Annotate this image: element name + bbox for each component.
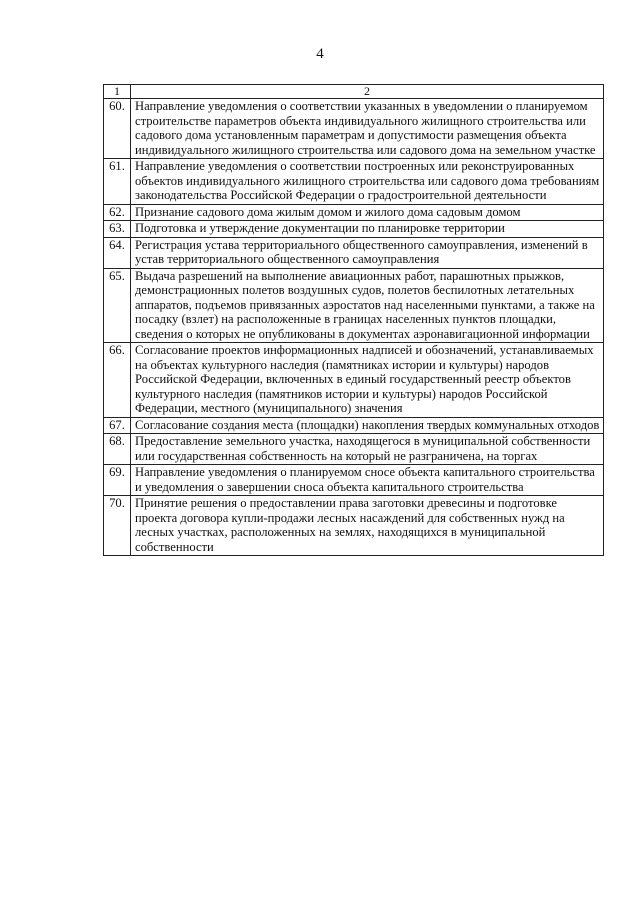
table-row [104, 99, 604, 159]
table-row [104, 465, 604, 496]
row-text: Предоставление земельного участка, находящегося в муниципальной собственности или государственная собственность на который не разграничена, на торгах [131, 434, 604, 465]
header-col-2: 2 [131, 85, 604, 99]
row-text: Согласование проектов информационных надписей и обозначений, устанавливаемых на объектах культурного наследия (памятниках истории и культуры) народов Российской Федерации, включенных в единый государственный реестр объектов культурного наследия (памятников истории и культуры) народов Российской Федерации, местного (муниципального) значения [131, 343, 604, 418]
page-number: 4 [316, 46, 324, 62]
row-number: 69. [104, 465, 131, 496]
row-text: Направление уведомления о соответствии построенных или реконструированных объектов индивидуального жилищного строительства или садового дома требованиям законодательства Российской Федерации о градостроительной деятельности [131, 159, 604, 205]
row-number: 68. [104, 434, 131, 465]
row-text: Принятие решения о предоставлении права заготовки древесины и подготовке проекта договора купли-продажи лесных насаждений для собственных нужд на лесных участках, расположенных на землях, находящихся в муниципальной собственности [131, 496, 604, 556]
table-row [104, 159, 604, 205]
row-text: Признание садового дома жилым домом и жилого дома садовым домом [131, 204, 604, 221]
row-text: Направление уведомления о соответствии указанных в уведомлении о планируемом строительстве параметров объекта индивидуального жилищного строительства или садового дома установленным параметрам и допустимости размещения объекта индивидуального жилищного строительства или садового дома на земельном участке [131, 99, 604, 159]
row-number: 65. [104, 268, 131, 343]
row-number: 61. [104, 159, 131, 205]
services-table [103, 84, 604, 556]
row-number: 64. [104, 237, 131, 268]
row-number: 70. [104, 496, 131, 556]
table-row [104, 343, 604, 418]
table-row [104, 417, 604, 434]
table-row [104, 221, 604, 238]
table-row [104, 268, 604, 343]
row-text: Согласование создания места (площадки) накопления твердых коммунальных отходов [131, 417, 604, 434]
row-number: 63. [104, 221, 131, 238]
row-text: Направление уведомления о планируемом сносе объекта капитального строительства и уведомления о завершении сноса объекта капитального строительства [131, 465, 604, 496]
header-row [104, 85, 604, 99]
table-row [104, 204, 604, 221]
header-col-1: 1 [104, 85, 131, 99]
row-number: 60. [104, 99, 131, 159]
row-number: 66. [104, 343, 131, 418]
table-row [104, 237, 604, 268]
row-text: Выдача разрешений на выполнение авиационных работ, парашютных прыжков, демонстрационных полетов воздушных судов, полетов беспилотных летательных аппаратов, подъемов привязанных аэростатов над населенными пунктами, а также на посадку (взлет) на расположенные в границах населенных пунктов площадки, сведения о которых не опубликованы в документах аэронавигационной информации [131, 268, 604, 343]
row-text: Подготовка и утверждение документации по планировке территории [131, 221, 604, 238]
row-number: 62. [104, 204, 131, 221]
table-row [104, 434, 604, 465]
row-number: 67. [104, 417, 131, 434]
table-body [104, 99, 604, 556]
table-header [104, 85, 604, 99]
row-text: Регистрация устава территориального общественного самоуправления, изменений в устав территориального общественного самоуправления [131, 237, 604, 268]
table-row [104, 496, 604, 556]
